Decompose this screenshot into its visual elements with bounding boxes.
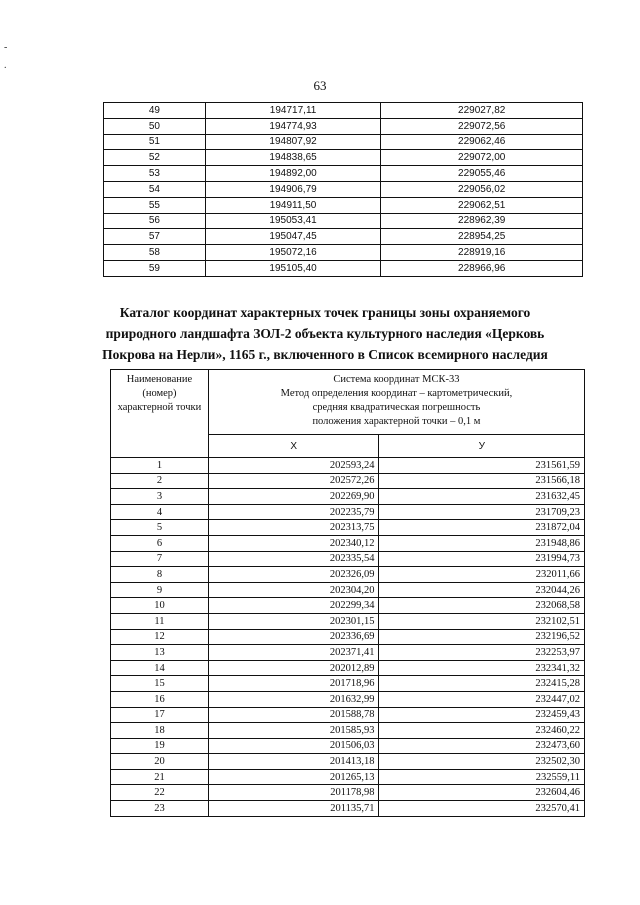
table-row — [111, 691, 585, 707]
table-row — [111, 504, 585, 520]
x-coordinate-cell: 194807,92 — [205, 134, 381, 150]
table-row — [111, 785, 585, 801]
x-coordinate-cell: 194911,50 — [205, 197, 381, 213]
point-number-cell: 23 — [111, 801, 209, 817]
point-number-cell: 20 — [111, 754, 209, 770]
table-row — [104, 134, 583, 150]
y-coordinate-cell: 232559,11 — [379, 769, 585, 785]
x-coordinate-cell: 202340,12 — [208, 535, 379, 551]
section-title-line: Каталог координат характерных точек границы зоны охраняемого — [119, 305, 531, 320]
point-number-cell: 9 — [111, 582, 209, 598]
x-coordinate-cell: 201585,93 — [208, 723, 379, 739]
y-coordinate-cell: 232341,32 — [379, 660, 585, 676]
y-coordinate-cell: 231709,23 — [379, 504, 585, 520]
x-coordinate-cell: 201506,03 — [208, 738, 379, 754]
coordinates-table — [110, 369, 585, 817]
y-coordinate-cell: 232460,22 — [379, 723, 585, 739]
x-coordinate-cell: 201588,78 — [208, 707, 379, 723]
y-coordinate-cell: 232447,02 — [379, 691, 585, 707]
table-row — [111, 582, 585, 598]
x-coordinate-cell: 202304,20 — [208, 582, 379, 598]
y-coordinate-cell: 231994,73 — [379, 551, 585, 567]
x-column-header: X — [208, 435, 379, 458]
point-number-cell: 50 — [104, 118, 206, 134]
table-row — [111, 723, 585, 739]
header-line: средняя квадратическая погрешность — [312, 402, 481, 413]
y-coordinate-cell: 231561,59 — [379, 458, 585, 474]
point-number-cell: 17 — [111, 707, 209, 723]
y-coordinate-cell: 232502,30 — [379, 754, 585, 770]
table-row — [111, 645, 585, 661]
x-coordinate-cell: 202572,26 — [208, 473, 379, 489]
table-row — [104, 103, 583, 119]
coordinates-table-continued — [103, 102, 583, 277]
y-coordinate-cell: 232068,58 — [379, 598, 585, 614]
x-coordinate-cell: 194717,11 — [205, 103, 381, 119]
point-number-cell: 14 — [111, 660, 209, 676]
x-coordinate-cell: 202371,41 — [208, 645, 379, 661]
point-number-cell: 56 — [104, 213, 206, 229]
point-number-cell: 11 — [111, 613, 209, 629]
point-number-cell: 58 — [104, 245, 206, 261]
x-coordinate-cell: 201178,98 — [208, 785, 379, 801]
point-number-cell: 57 — [104, 229, 206, 245]
header-line: характерной точки — [117, 402, 202, 413]
x-coordinate-cell: 194906,79 — [205, 181, 381, 197]
table-row — [111, 473, 585, 489]
x-coordinate-cell: 194838,65 — [205, 150, 381, 166]
table-row — [111, 769, 585, 785]
table-row — [111, 660, 585, 676]
point-number-cell: 3 — [111, 489, 209, 505]
table-row — [104, 245, 583, 261]
x-coordinate-cell: 195047,45 — [205, 229, 381, 245]
section-title-line: природного ландшафта ЗОЛ-2 объекта культурного наследия «Церковь — [105, 326, 545, 341]
point-number-cell: 19 — [111, 738, 209, 754]
table-row — [111, 535, 585, 551]
point-number-cell: 15 — [111, 676, 209, 692]
x-coordinate-cell: 195053,41 — [205, 213, 381, 229]
point-number-cell: 2 — [111, 473, 209, 489]
point-number-cell: 12 — [111, 629, 209, 645]
table-row — [111, 458, 585, 474]
y-coordinate-cell: 232570,41 — [379, 801, 585, 817]
y-coordinate-cell: 229062,46 — [381, 134, 583, 150]
table-row — [111, 754, 585, 770]
table-row — [104, 150, 583, 166]
x-coordinate-cell: 202313,75 — [208, 520, 379, 536]
point-number-cell: 13 — [111, 645, 209, 661]
table-row — [111, 520, 585, 536]
section-title-line: Покрова на Нерли», 1165 г., включенного в Список всемирного наследия — [102, 347, 548, 362]
y-coordinate-cell: 231948,86 — [379, 535, 585, 551]
table-row — [111, 489, 585, 505]
y-coordinate-cell: 229072,56 — [381, 118, 583, 134]
y-coordinate-cell: 232459,43 — [379, 707, 585, 723]
point-number-cell: 54 — [104, 181, 206, 197]
y-coordinate-cell: 232011,66 — [379, 567, 585, 583]
y-coordinate-cell: 229072,00 — [381, 150, 583, 166]
x-coordinate-cell: 201413,18 — [208, 754, 379, 770]
point-number-cell: 4 — [111, 504, 209, 520]
x-coordinate-cell: 201135,71 — [208, 801, 379, 817]
table-row — [111, 598, 585, 614]
x-coordinate-cell: 202301,15 — [208, 613, 379, 629]
table-row — [111, 629, 585, 645]
x-coordinate-cell: 201265,13 — [208, 769, 379, 785]
point-number-cell: 5 — [111, 520, 209, 536]
point-number-cell: 6 — [111, 535, 209, 551]
x-coordinate-cell: 202326,09 — [208, 567, 379, 583]
point-number-cell: 55 — [104, 197, 206, 213]
coordinate-system-header — [208, 370, 584, 435]
table-row — [104, 118, 583, 134]
y-coordinate-cell: 231566,18 — [379, 473, 585, 489]
header-line: (номер) — [142, 388, 177, 399]
table-row — [104, 229, 583, 245]
x-coordinate-cell: 194892,00 — [205, 166, 381, 182]
point-number-cell: 22 — [111, 785, 209, 801]
x-coordinate-cell: 202235,79 — [208, 504, 379, 520]
table-row — [111, 738, 585, 754]
header-line: Система координат МСК-33 — [333, 374, 460, 385]
section-title — [90, 302, 560, 365]
table-row — [111, 801, 585, 817]
table-row — [104, 166, 583, 182]
page-number: 63 — [313, 78, 327, 93]
x-coordinate-cell: 202299,34 — [208, 598, 379, 614]
y-coordinate-cell: 228962,39 — [381, 213, 583, 229]
point-number-cell: 16 — [111, 691, 209, 707]
point-number-cell: 10 — [111, 598, 209, 614]
table-row — [111, 613, 585, 629]
table-row — [104, 260, 583, 276]
table-row — [111, 707, 585, 723]
margin-mark: - — [4, 42, 8, 53]
x-coordinate-cell: 202336,69 — [208, 629, 379, 645]
y-coordinate-cell: 232604,46 — [379, 785, 585, 801]
point-number-cell: 51 — [104, 134, 206, 150]
point-number-cell: 1 — [111, 458, 209, 474]
y-coordinate-cell: 232102,51 — [379, 613, 585, 629]
y-coordinate-cell: 229056,02 — [381, 181, 583, 197]
y-coordinate-cell: 228954,25 — [381, 229, 583, 245]
table-row — [111, 567, 585, 583]
x-coordinate-cell: 202269,90 — [208, 489, 379, 505]
x-coordinate-cell: 194774,93 — [205, 118, 381, 134]
table-row — [104, 181, 583, 197]
table-row — [111, 551, 585, 567]
x-coordinate-cell: 201632,99 — [208, 691, 379, 707]
y-coordinate-cell: 229055,46 — [381, 166, 583, 182]
point-number-cell: 18 — [111, 723, 209, 739]
x-coordinate-cell: 202012,89 — [208, 660, 379, 676]
table-row — [104, 197, 583, 213]
point-number-cell: 52 — [104, 150, 206, 166]
y-coordinate-cell: 228966,96 — [381, 260, 583, 276]
point-number-cell: 7 — [111, 551, 209, 567]
x-coordinate-cell: 195072,16 — [205, 245, 381, 261]
header-line: положения характерной точки – 0,1 м — [312, 416, 481, 427]
point-number-cell: 53 — [104, 166, 206, 182]
point-number-cell: 59 — [104, 260, 206, 276]
table-row — [104, 213, 583, 229]
point-number-cell: 21 — [111, 769, 209, 785]
y-coordinate-cell: 231632,45 — [379, 489, 585, 505]
header-line: Наименование — [126, 374, 193, 385]
y-coordinate-cell: 232473,60 — [379, 738, 585, 754]
y-coordinate-cell: 232044,26 — [379, 582, 585, 598]
x-coordinate-cell: 202593,24 — [208, 458, 379, 474]
point-name-header — [111, 370, 209, 458]
point-number-cell: 8 — [111, 567, 209, 583]
y-coordinate-cell: 232253,97 — [379, 645, 585, 661]
y-coordinate-cell: 231872,04 — [379, 520, 585, 536]
point-number-cell: 49 — [104, 103, 206, 119]
y-coordinate-cell: 228919,16 — [381, 245, 583, 261]
y-coordinate-cell: 232196,52 — [379, 629, 585, 645]
x-coordinate-cell: 195105,40 — [205, 260, 381, 276]
y-coordinate-cell: 229027,82 — [381, 103, 583, 119]
x-coordinate-cell: 202335,54 — [208, 551, 379, 567]
y-column-header: У — [379, 435, 585, 458]
margin-mark: . — [4, 60, 7, 71]
header-line: Метод определения координат – картометрический, — [280, 388, 513, 399]
x-coordinate-cell: 201718,96 — [208, 676, 379, 692]
y-coordinate-cell: 232415,28 — [379, 676, 585, 692]
y-coordinate-cell: 229062,51 — [381, 197, 583, 213]
table-row — [111, 676, 585, 692]
